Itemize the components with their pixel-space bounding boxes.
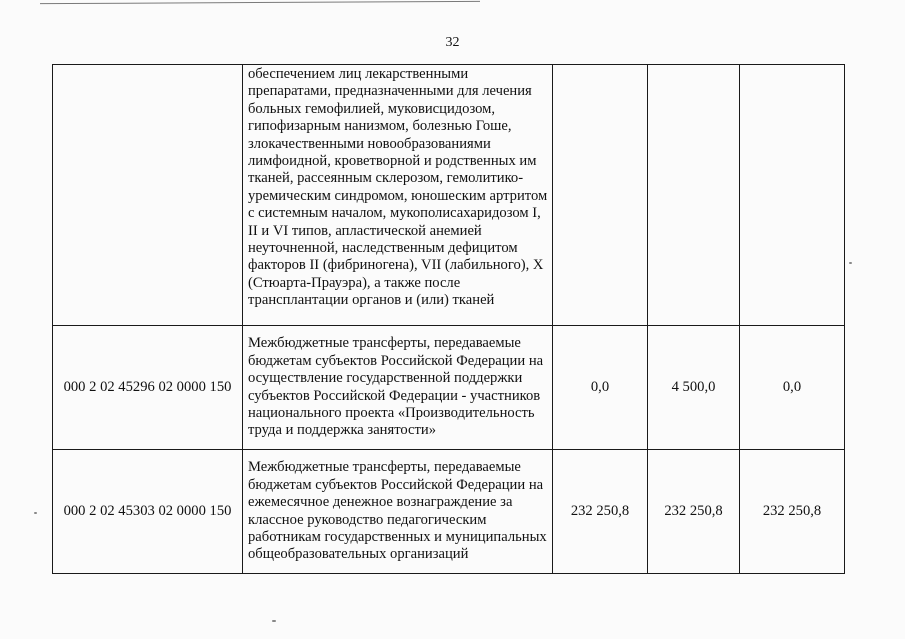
row-value-2: 232 250,8 bbox=[648, 450, 740, 574]
scan-edge-line bbox=[40, 1, 480, 4]
table-row bbox=[53, 326, 845, 450]
row-value-3: 0,0 bbox=[740, 326, 845, 450]
scan-speck bbox=[849, 262, 852, 264]
row-value-2 bbox=[648, 65, 740, 326]
page-number: 32 bbox=[445, 35, 460, 50]
row-value-3: 232 250,8 bbox=[740, 450, 845, 574]
row-value-1: 232 250,8 bbox=[553, 450, 648, 574]
table-row bbox=[53, 450, 845, 574]
row-description: Межбюджетные трансферты, передаваемые бюджетам субъектов Российской Федерации на ежемесячное денежное вознаграждение за классное руководство педагогическим работникам государственных и муниципальных общеобразовательных организаций bbox=[243, 450, 553, 574]
row-value-3 bbox=[740, 65, 845, 326]
row-value-1: 0,0 bbox=[553, 326, 648, 450]
row-code: 000 2 02 45296 02 0000 150 bbox=[53, 326, 243, 450]
row-code: 000 2 02 45303 02 0000 150 bbox=[53, 450, 243, 574]
row-description: Межбюджетные трансферты, передаваемые бюджетам субъектов Российской Федерации на осуществление государственной поддержки субъектов Российской Федерации - участников национального проекта «Производительность труда и поддержка занятости» bbox=[243, 326, 553, 450]
row-value-1 bbox=[553, 65, 648, 326]
row-value-2: 4 500,0 bbox=[648, 326, 740, 450]
budget-table bbox=[52, 64, 845, 574]
table-row bbox=[53, 65, 845, 326]
row-description: обеспечением лиц лекарственными препаратами, предназначенными для лечения больных гемофилией, муковисцидозом, гипофизарным нанизмом, болезнью Гоше, злокачественными новообразованиями лимфоидной, кроветворной и родственных им тканей, рассеянным склерозом, гемолитико-уремическим синдромом, юношеским артритом с системным началом, мукополисахаридозом I, II и VI типов, апластической анемией неуточненной, наследственным дефицитом факторов II (фибриногена), VII (лабильного), X (Стюарта-Прауэра), а также после трансплантации органов и (или) тканей bbox=[243, 65, 553, 326]
scan-speck bbox=[34, 512, 37, 514]
scan-speck bbox=[272, 620, 276, 622]
row-code bbox=[53, 65, 243, 326]
